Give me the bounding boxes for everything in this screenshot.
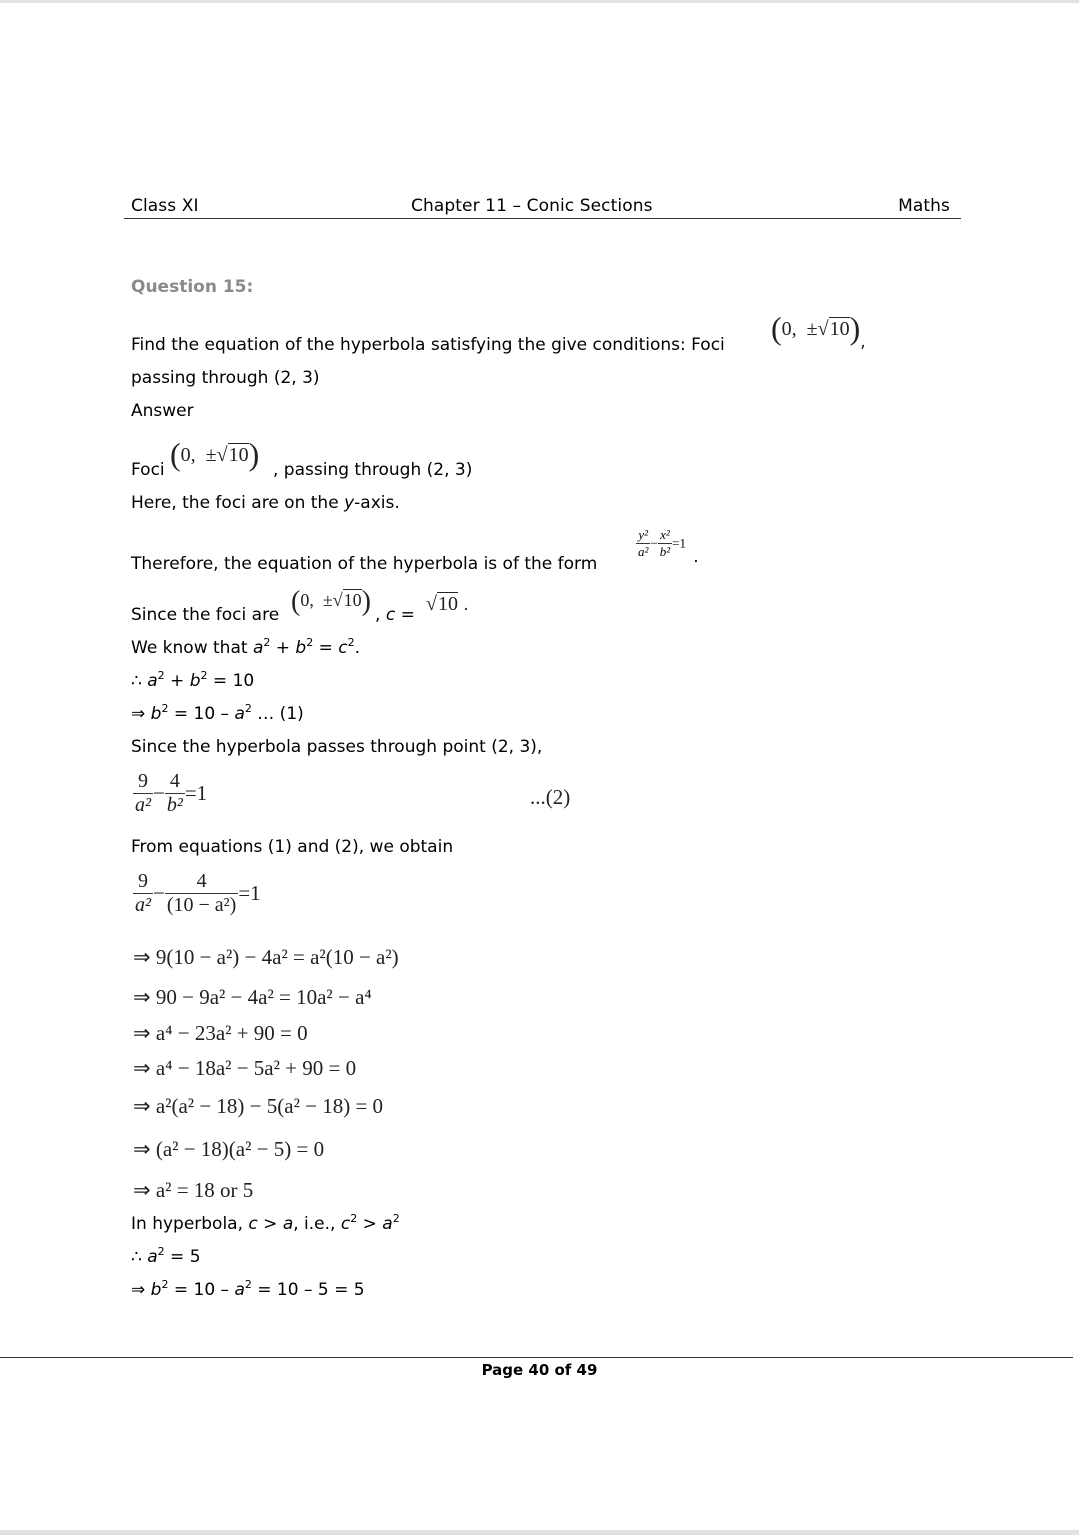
question-text-cont: passing through (2, 3) xyxy=(131,368,320,388)
answer-line-since-foci: Since the foci are xyxy=(131,605,280,625)
question-foci-math: (0, $\pm√10)_,$ xyxy=(771,310,866,352)
answer-line-from-eqs: From equations (1) and (2), we obtain xyxy=(131,837,454,857)
footer-divider xyxy=(0,1357,1073,1358)
answer-foci-math: (0, ±√10) xyxy=(170,436,260,472)
equation-2-tag: ...(2) xyxy=(530,785,571,809)
answer-line-passes: Since the hyperbola passes through point (2, 3), xyxy=(131,737,543,757)
step-1: ⇒ 9(10 − a²) − 4a² = a²(10 − a²) xyxy=(133,945,399,969)
page-header xyxy=(124,196,961,219)
answer-line-axis: Here, the foci are on the y-axis. xyxy=(131,493,400,513)
answer-label: Answer xyxy=(131,401,194,421)
answer-line-condition: In hyperbola, c > a, i.e., $c^2 > a^2$ xyxy=(131,1212,400,1234)
step-3: ⇒ a⁴ − 23a² + 90 = 0 xyxy=(133,1021,308,1045)
question-text: Find the equation of the hyperbola satisfying the give conditions: Foci xyxy=(131,335,725,355)
question-title: Question 15: xyxy=(131,277,254,297)
answer-line-b2: ⇒ $b^2 = 10 - a^2 = 10 - 5 = 5$ xyxy=(131,1278,365,1300)
answer-line-pythag: We know that $a^2 + b^2 = c^2$. xyxy=(131,636,361,658)
answer-line-eq1: ⇒ $b^2 = 10 - a^2$ … (1) xyxy=(131,702,304,724)
step-4: ⇒ a⁴ − 18a² − 5a² + 90 = 0 xyxy=(133,1056,357,1080)
equation-2: $\frac{9}{\text{a²}}$ − $\frac{4}{\text{b²}}$ =1 xyxy=(135,770,208,816)
since-foci-math: (0, ±√10) xyxy=(291,586,371,617)
header-subject: Maths xyxy=(898,196,950,216)
c-equals-label: , c = xyxy=(375,605,415,625)
step-7: ⇒ a² = 18 or 5 xyxy=(133,1178,254,1202)
header-class: Class XI xyxy=(131,196,199,216)
step-5: ⇒ a²(a² − 18) − 5(a² − 18) = 0 xyxy=(133,1094,384,1118)
answer-line-form: Therefore, the equation of the hyperbola is of the form xyxy=(131,554,598,574)
hyperbola-form-equation: $\frac{\text{y²}}{\text{a²}}$ − $\frac{\text{x²}}{\text{b²}}$ =1 . xyxy=(638,527,699,568)
c-value-math: √10 . xyxy=(426,593,469,615)
answer-line-sum: ∴ $a^2 + b^2 = 10$ xyxy=(131,669,255,691)
step-2: ⇒ 90 − 9a² − 4a² = 10a² − a⁴ xyxy=(133,985,372,1009)
equation-3: $\frac{9}{\text{a²}}$ − $\frac{4}{\text{(10 − a²)}}$ =1 xyxy=(135,870,261,916)
page-number: Page 40 of 49 xyxy=(481,1361,598,1379)
top-edge xyxy=(0,0,1079,3)
answer-line-foci: Foci xyxy=(131,460,165,480)
step-6: ⇒ (a² − 18)(a² − 5) = 0 xyxy=(133,1137,325,1161)
answer-line-foci-suffix: , passing through (2, 3) xyxy=(273,460,473,480)
bottom-edge xyxy=(0,1530,1079,1535)
header-chapter: Chapter 11 – Conic Sections xyxy=(411,196,653,216)
answer-line-a2: ∴ $a^2 = 5$ xyxy=(131,1245,201,1267)
